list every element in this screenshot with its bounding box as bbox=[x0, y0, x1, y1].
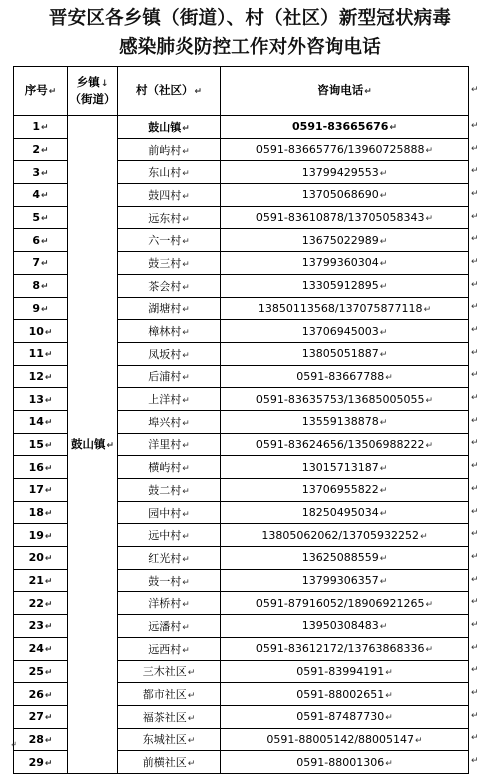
row-end-mark: ↵ bbox=[471, 120, 479, 131]
row-number: 12↵ bbox=[14, 365, 68, 388]
paragraph-mark: ↵ bbox=[385, 690, 393, 701]
row-number: 9↵ bbox=[14, 297, 68, 320]
paragraph-mark: ↵ bbox=[379, 327, 388, 338]
paragraph-mark: ↵ bbox=[44, 690, 53, 701]
phone-cell: 13799360304↵ bbox=[221, 252, 469, 275]
village-cell: 洋里村↵ bbox=[118, 433, 221, 456]
paragraph-mark: ↵ bbox=[44, 735, 53, 746]
phone-cell: 13805062062/13705932252↵ bbox=[221, 524, 469, 547]
phone-cell: 13625088559↵ bbox=[221, 547, 469, 570]
row-number: 13↵ bbox=[14, 388, 68, 411]
paragraph-mark: ↵ bbox=[41, 304, 49, 315]
row-end-mark: ↵ bbox=[471, 733, 479, 744]
row-number: 1↵ bbox=[14, 116, 68, 139]
paragraph-mark: ↵ bbox=[182, 600, 190, 611]
row-end-mark: ↵ bbox=[471, 188, 479, 199]
paragraph-mark: ↵ bbox=[379, 259, 388, 270]
phone-cell: 0591-83624656/13506988222↵ bbox=[221, 433, 469, 456]
phone-cell: 0591-83665776/13960725888↵ bbox=[221, 138, 469, 161]
paragraph-mark: ↵ bbox=[44, 440, 53, 451]
paragraph-mark: ↵ bbox=[44, 486, 53, 497]
row-end-mark: ↵ bbox=[471, 483, 479, 494]
row-number: 28↵ bbox=[14, 728, 68, 751]
paragraph-mark: ↵ bbox=[44, 509, 53, 520]
village-cell: 远东村↵ bbox=[118, 206, 221, 229]
paragraph-mark: ↵ bbox=[182, 554, 190, 565]
row-end-mark: ↵ bbox=[471, 574, 479, 585]
phone-cell: 13805051887↵ bbox=[221, 342, 469, 365]
document-title-line2: 感染肺炎防控工作对外咨询电话 bbox=[119, 37, 381, 58]
village-cell: 六一村↵ bbox=[118, 229, 221, 252]
row-end-mark: ↵ bbox=[471, 665, 479, 676]
row-number: 3↵ bbox=[14, 161, 68, 184]
paragraph-mark: ↵ bbox=[379, 622, 388, 633]
row-number: 2↵ bbox=[14, 138, 68, 161]
row-end-mark: ↵ bbox=[471, 166, 479, 177]
row-end-mark: ↵ bbox=[471, 551, 479, 562]
paragraph-mark: ↵ bbox=[379, 554, 388, 565]
phone-cell: 13799306357↵ bbox=[221, 569, 469, 592]
paragraph-mark: ↵ bbox=[44, 418, 53, 429]
paragraph-mark: ↵ bbox=[423, 304, 432, 315]
paragraph-mark: ↵ bbox=[379, 463, 388, 474]
paragraph-mark: ↵ bbox=[379, 486, 388, 497]
paragraph-mark: ↵ bbox=[379, 236, 388, 247]
paragraph-mark: ↵ bbox=[44, 622, 53, 633]
paragraph-mark: ↵ bbox=[385, 667, 393, 678]
row-number: 7↵ bbox=[14, 252, 68, 275]
phone-cell: 13950308483↵ bbox=[221, 615, 469, 638]
paragraph-mark: ↵ bbox=[425, 146, 434, 157]
village-cell: 茶会村↵ bbox=[118, 274, 221, 297]
row-end-mark: ↵ bbox=[471, 688, 479, 699]
paragraph-mark: ↵ bbox=[182, 237, 190, 248]
paragraph-mark: ↵ bbox=[44, 713, 53, 724]
paragraph-mark: ↵ bbox=[415, 735, 423, 746]
paragraph-mark: ↵ bbox=[182, 259, 190, 270]
row-number: 29↵ bbox=[14, 751, 68, 774]
town-cell: 鼓山镇↵ bbox=[68, 116, 118, 774]
table-row bbox=[14, 116, 469, 139]
phone-cell: 13305912895↵ bbox=[221, 274, 469, 297]
phone-cell: 13559138878↵ bbox=[221, 410, 469, 433]
row-end-mark: ↵ bbox=[471, 529, 479, 540]
row-end-mark: ↵ bbox=[471, 279, 479, 290]
row-number: 14↵ bbox=[14, 410, 68, 433]
row-end-mark: ↵ bbox=[471, 211, 479, 222]
row-end-mark: ↵ bbox=[471, 325, 479, 336]
paragraph-mark: ↵ bbox=[41, 282, 49, 293]
paragraph-mark: ↵ bbox=[379, 509, 388, 520]
row-end-mark: ↵ bbox=[471, 370, 479, 381]
paragraph-mark: ↵ bbox=[182, 282, 190, 293]
paragraph-mark: ↵ bbox=[182, 169, 190, 180]
phone-cell: 0591-83665676↵ bbox=[221, 116, 469, 139]
village-cell: 凤坂村↵ bbox=[118, 342, 221, 365]
paragraph-mark: ↵ bbox=[182, 441, 190, 452]
paragraph-mark: ↵ bbox=[182, 622, 190, 633]
paragraph-mark: ↵ bbox=[106, 441, 115, 452]
paragraph-mark: ↵ bbox=[182, 373, 190, 384]
row-number: 18↵ bbox=[14, 501, 68, 524]
paragraph-mark: ↵ bbox=[182, 146, 190, 157]
row-number: 6↵ bbox=[14, 229, 68, 252]
village-cell: 前屿村↵ bbox=[118, 138, 221, 161]
paragraph-mark: ↵ bbox=[182, 191, 190, 202]
row-end-mark: ↵ bbox=[471, 393, 479, 404]
row-number: 10↵ bbox=[14, 320, 68, 343]
paragraph-mark: ↵ bbox=[182, 464, 190, 475]
phone-directory-table bbox=[13, 66, 469, 774]
village-cell: 都市社区↵ bbox=[118, 683, 221, 706]
paragraph-mark: ↵ bbox=[187, 713, 196, 724]
row-number: 20↵ bbox=[14, 547, 68, 570]
village-cell: 远中村↵ bbox=[118, 524, 221, 547]
paragraph-mark: ↵ bbox=[385, 713, 393, 724]
row-end-mark: ↵ bbox=[471, 302, 479, 313]
village-cell: 鼓一村↵ bbox=[118, 569, 221, 592]
phone-cell: 13705068690↵ bbox=[221, 184, 469, 207]
paragraph-mark: ↵ bbox=[41, 191, 49, 202]
paragraph-mark: ↵ bbox=[41, 168, 49, 179]
paragraph-mark: ↵ bbox=[41, 214, 49, 225]
row-end-mark: ↵ bbox=[471, 143, 479, 154]
paragraph-mark: ↵ bbox=[44, 577, 53, 588]
row-number: 23↵ bbox=[14, 615, 68, 638]
paragraph-mark: ↵ bbox=[41, 236, 49, 247]
paragraph-mark: ↵ bbox=[379, 168, 388, 179]
row-number: 8↵ bbox=[14, 274, 68, 297]
phone-cell: 0591-88002651↵ bbox=[221, 683, 469, 706]
row-end-mark: ↵ bbox=[471, 347, 479, 358]
paragraph-mark: ↵ bbox=[182, 350, 190, 361]
village-cell: 鼓四村↵ bbox=[118, 184, 221, 207]
paragraph-mark: ↵ bbox=[44, 599, 53, 610]
paragraph-mark: ↵ bbox=[379, 191, 388, 202]
paragraph-mark: ↵ bbox=[44, 645, 53, 656]
row-end-mark: ↵ bbox=[471, 415, 479, 426]
row-number: 22↵ bbox=[14, 592, 68, 615]
paragraph-mark: ↵ bbox=[187, 691, 196, 702]
village-cell: 红光村↵ bbox=[118, 547, 221, 570]
paragraph-mark: ↵ bbox=[182, 396, 190, 407]
paragraph-mark: ↵ bbox=[182, 532, 190, 543]
paragraph-mark: ↵ bbox=[182, 328, 190, 339]
village-cell: 横屿村↵ bbox=[118, 456, 221, 479]
row-number: 26↵ bbox=[14, 683, 68, 706]
paragraph-mark: ↵ bbox=[425, 214, 434, 225]
village-cell: 上洋村↵ bbox=[118, 388, 221, 411]
row-number: 21↵ bbox=[14, 569, 68, 592]
header-town: 乡镇↓ （街道） bbox=[68, 67, 118, 116]
phone-cell: 13799429553↵ bbox=[221, 161, 469, 184]
phone-cell: 0591-83635753/13685005055↵ bbox=[221, 388, 469, 411]
village-cell: 园中村↵ bbox=[118, 501, 221, 524]
row-number: 4↵ bbox=[14, 184, 68, 207]
phone-cell: 0591-88005142/88005147↵ bbox=[221, 728, 469, 751]
village-cell: 鼓三村↵ bbox=[118, 252, 221, 275]
paragraph-mark: ↵ bbox=[379, 418, 388, 429]
row-end-mark: ↵ bbox=[471, 506, 479, 517]
paragraph-mark: ↵ bbox=[44, 554, 53, 565]
paragraph-mark: ↵ bbox=[44, 758, 53, 769]
paragraph-mark: ↵ bbox=[379, 282, 388, 293]
paragraph-mark: ↵ bbox=[44, 463, 53, 474]
phone-cell: 0591-87916052/18906921265↵ bbox=[221, 592, 469, 615]
row-end-mark: ↵ bbox=[471, 756, 479, 767]
paragraph-mark: ↵ bbox=[44, 667, 53, 678]
village-cell: 福茶社区↵ bbox=[118, 705, 221, 728]
paragraph-mark: ↵ bbox=[10, 740, 17, 749]
village-cell: 鼓山镇↵ bbox=[118, 116, 221, 139]
paragraph-mark: ↵ bbox=[379, 350, 388, 361]
table-header-row bbox=[14, 67, 469, 116]
header-no: 序号↵ bbox=[14, 67, 68, 116]
village-cell: 樟林村↵ bbox=[118, 320, 221, 343]
phone-cell: 13706955822↵ bbox=[221, 479, 469, 502]
paragraph-mark: ↵ bbox=[187, 759, 196, 770]
paragraph-mark: ↵ bbox=[182, 577, 190, 588]
village-cell: 洋桥村↵ bbox=[118, 592, 221, 615]
paragraph-mark: ↵ bbox=[187, 668, 196, 679]
paragraph-mark: ↵ bbox=[425, 599, 434, 610]
paragraph-mark: ↵ bbox=[41, 259, 49, 270]
phone-cell: 13015713187↵ bbox=[221, 456, 469, 479]
paragraph-mark: ↵ bbox=[44, 531, 53, 542]
row-end-mark: ↵ bbox=[471, 619, 479, 630]
paragraph-mark: ↵ bbox=[385, 758, 393, 769]
paragraph-mark: ↵ bbox=[182, 418, 190, 429]
row-number: 19↵ bbox=[14, 524, 68, 547]
paragraph-mark: ↵ bbox=[425, 440, 434, 451]
row-end-mark: ↵ bbox=[471, 438, 479, 449]
village-cell: 三木社区↵ bbox=[118, 660, 221, 683]
village-cell: 前横社区↵ bbox=[118, 751, 221, 774]
row-number: 24↵ bbox=[14, 637, 68, 660]
row-end-mark: ↵ bbox=[471, 256, 479, 267]
paragraph-mark: ↵ bbox=[425, 645, 434, 656]
row-number: 27↵ bbox=[14, 705, 68, 728]
row-end-mark: ↵ bbox=[471, 461, 479, 472]
paragraph-mark: ↵ bbox=[182, 123, 190, 134]
paragraph-mark: ↵ bbox=[425, 395, 434, 406]
paragraph-mark: ↵ bbox=[182, 486, 190, 497]
village-cell: 远西村↵ bbox=[118, 637, 221, 660]
row-end-mark: ↵ bbox=[471, 597, 479, 608]
phone-cell: 18250495034↵ bbox=[221, 501, 469, 524]
paragraph-mark: ↵ bbox=[182, 214, 190, 225]
paragraph-mark: ↵ bbox=[44, 350, 53, 361]
row-number: 17↵ bbox=[14, 479, 68, 502]
paragraph-mark: ↵ bbox=[389, 123, 397, 134]
village-cell: 湖塘村↵ bbox=[118, 297, 221, 320]
paragraph-mark: ↵ bbox=[379, 577, 388, 588]
paragraph-mark: ↵ bbox=[41, 146, 49, 157]
header-phone: 咨询电话↵ bbox=[221, 67, 469, 116]
phone-cell: 0591-83994191↵ bbox=[221, 660, 469, 683]
paragraph-mark: ↵ bbox=[420, 531, 428, 542]
village-cell: 东城社区↵ bbox=[118, 728, 221, 751]
phone-cell: 13675022989↵ bbox=[221, 229, 469, 252]
row-end-mark: ↵ bbox=[471, 642, 479, 653]
row-end-mark: ↵ bbox=[471, 234, 479, 245]
header-village: 村（社区）↵ bbox=[118, 67, 221, 116]
village-cell: 鼓二村↵ bbox=[118, 479, 221, 502]
row-end-mark: ↵ bbox=[471, 85, 479, 95]
village-cell: 远潘村↵ bbox=[118, 615, 221, 638]
row-number: 25↵ bbox=[14, 660, 68, 683]
paragraph-mark: ↵ bbox=[44, 395, 53, 406]
paragraph-mark: ↵ bbox=[182, 509, 190, 520]
paragraph-mark: ↵ bbox=[187, 736, 196, 747]
row-number: 11↵ bbox=[14, 342, 68, 365]
phone-cell: 13850113568/137075877118↵ bbox=[221, 297, 469, 320]
phone-cell: 0591-83610878/13705058343↵ bbox=[221, 206, 469, 229]
row-number: 5↵ bbox=[14, 206, 68, 229]
village-cell: 东山村↵ bbox=[118, 161, 221, 184]
row-end-mark: ↵ bbox=[471, 710, 479, 721]
phone-cell: 0591-88001306↵ bbox=[221, 751, 469, 774]
document-title-line1: 晋安区各乡镇（街道）、村（社区）新型冠状病毒 bbox=[48, 8, 452, 29]
row-number: 15↵ bbox=[14, 433, 68, 456]
paragraph-mark: ↵ bbox=[44, 372, 53, 383]
phone-cell: 0591-83612172/13763868336↵ bbox=[221, 637, 469, 660]
paragraph-mark: ↵ bbox=[182, 305, 190, 316]
paragraph-mark: ↵ bbox=[385, 372, 393, 383]
phone-cell: 0591-87487730↵ bbox=[221, 705, 469, 728]
village-cell: 后浦村↵ bbox=[118, 365, 221, 388]
paragraph-mark: ↵ bbox=[44, 327, 53, 338]
paragraph-mark: ↵ bbox=[41, 123, 49, 134]
village-cell: 埠兴村↵ bbox=[118, 410, 221, 433]
row-number: 16↵ bbox=[14, 456, 68, 479]
paragraph-mark: ↵ bbox=[182, 645, 190, 656]
phone-cell: 0591-83667788↵ bbox=[221, 365, 469, 388]
phone-cell: 13706945003↵ bbox=[221, 320, 469, 343]
